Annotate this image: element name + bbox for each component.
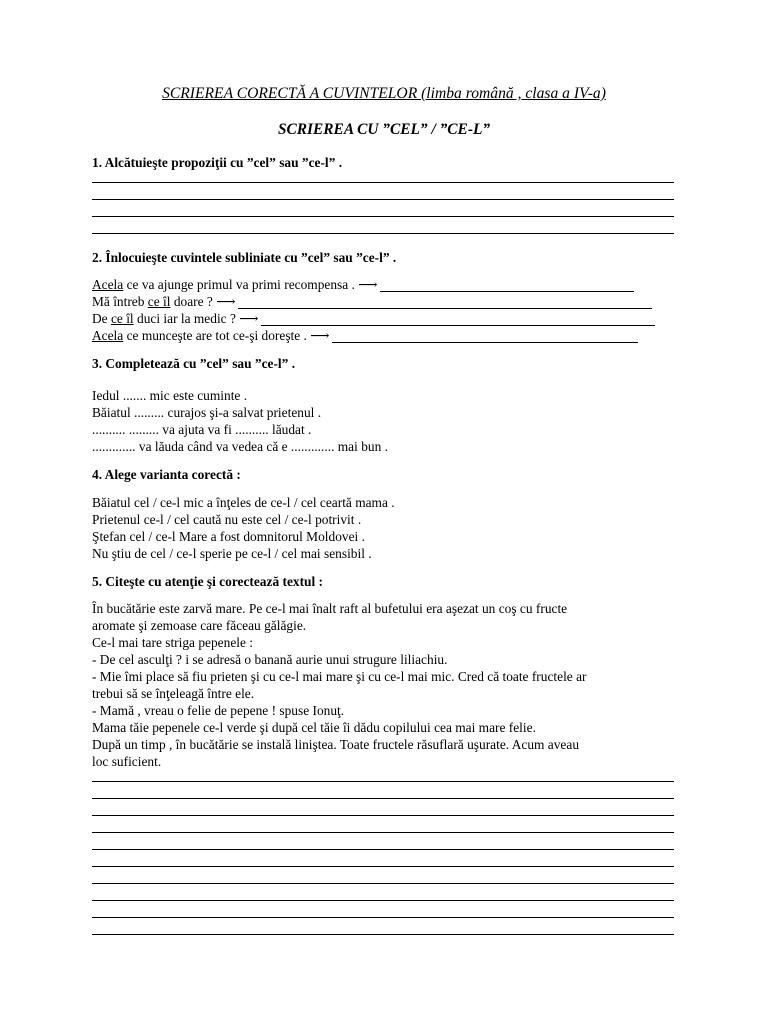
exercise-5-text-line: aromate şi zemoase care făceau gălăgie. xyxy=(92,618,307,633)
answer-line[interactable] xyxy=(92,917,674,918)
underlined-word: Acela xyxy=(92,277,124,292)
underlined-word: ce îl xyxy=(110,311,134,326)
sentence-text: ce va ajunge primul va primi recompensa . ⟶ xyxy=(123,277,378,292)
answer-line[interactable] xyxy=(92,832,674,833)
answer-blank[interactable] xyxy=(380,291,634,292)
exercise-3-sentence: .......... ......... va ajuta va fi .......... lăudat . xyxy=(92,422,312,437)
answer-line[interactable] xyxy=(92,199,674,200)
exercise-5-text-line: Ce-l mai tare striga pepenele : xyxy=(92,635,253,650)
exercise-4-heading: 4. Alege varianta corectă : xyxy=(92,467,241,482)
sentence-text: doare ? ⟶ xyxy=(170,294,236,309)
document-title: SCRIEREA CORECTĂ A CUVINTELOR (limba română , clasa a IV-a) xyxy=(162,85,606,102)
exercise-5-text-line: După un timp , în bucătărie se instală liniştea. Toate fructele răsuflară uşurate. Acum aveau xyxy=(92,737,580,752)
exercise-2-sentence xyxy=(92,276,634,293)
exercise-5-text-line: trebui să se înţeleagă între ele. xyxy=(92,686,255,701)
underlined-word: Acela xyxy=(92,328,124,343)
exercise-3-heading: 3. Completează cu ”cel” sau ”ce-l” . xyxy=(92,356,296,371)
answer-blank[interactable] xyxy=(332,342,638,343)
answer-line[interactable] xyxy=(92,866,674,867)
exercise-2-sentence xyxy=(92,327,638,344)
exercise-5-heading: 5. Citeşte cu atenţie şi corectează textul : xyxy=(92,574,324,589)
answer-blank[interactable] xyxy=(238,308,652,309)
answer-line[interactable] xyxy=(92,233,674,234)
exercise-5-text-line: Mama tăie pepenele ce-l verde şi după cel tăie îi dădu copilului cea mai mare felie. xyxy=(92,720,536,735)
exercise-5-text-line: - De cel asculţi ? i se adresă o banană aurie unui strugure liliachiu. xyxy=(92,652,448,667)
sentence-text: De xyxy=(92,311,111,326)
answer-line[interactable] xyxy=(92,216,674,217)
exercise-4-sentence: Băiatul cel / ce-l mic a înţeles de ce-l / cel ceartă mama . xyxy=(92,495,395,510)
sentence-text: duci iar la medic ? ⟶ xyxy=(133,311,259,326)
exercise-5-text-line: - Mamă , vreau o felie de pepene ! spuse Ionuţ. xyxy=(92,703,345,718)
sentence-text: ce munceşte are tot ce-şi doreşte . ⟶ xyxy=(123,328,330,343)
answer-line[interactable] xyxy=(92,934,674,935)
exercise-4-sentence: Ştefan cel / ce-l Mare a fost domnitorul Moldovei . xyxy=(92,529,365,544)
answer-line[interactable] xyxy=(92,182,674,183)
exercise-3-sentence: ............. va lăuda când va vedea că e ............. mai bun . xyxy=(92,439,388,454)
exercise-4-sentence: Nu ştiu de cel / ce-l sperie pe ce-l / cel mai sensibil . xyxy=(92,546,372,561)
exercise-5-text-line: loc suficient. xyxy=(92,754,162,769)
answer-line[interactable] xyxy=(92,849,674,850)
exercise-2-heading: 2. Înlocuieşte cuvintele subliniate cu ”cel” sau ”ce-l” . xyxy=(92,250,397,265)
sentence-text: Mă întreb xyxy=(92,294,148,309)
answer-line[interactable] xyxy=(92,815,674,816)
exercise-2-sentence xyxy=(92,310,655,327)
exercise-5-text-line: În bucătărie este zarvă mare. Pe ce-l mai înalt raft al bufetului era aşezat un coş cu fructe xyxy=(92,601,568,616)
exercise-3-sentence: Băiatul ......... curajos şi-a salvat prietenul . xyxy=(92,405,322,420)
exercise-1-heading: 1. Alcătuieşte propoziţii cu ”cel” sau ”ce-l” . xyxy=(92,155,343,170)
exercise-2-sentence xyxy=(92,293,652,310)
answer-line[interactable] xyxy=(92,883,674,884)
exercise-3-sentence: Iedul ....... mic este cuminte . xyxy=(92,388,248,403)
answer-line[interactable] xyxy=(92,798,674,799)
underlined-word: ce îl xyxy=(147,294,171,309)
answer-blank[interactable] xyxy=(261,325,655,326)
answer-line[interactable] xyxy=(92,900,674,901)
exercise-5-text-line: - Mie îmi place să fiu prieten şi cu ce-l mai mare şi cu ce-l mai mic. Cred că toate fructele ar xyxy=(92,669,587,684)
document-subtitle: SCRIEREA CU ”CEL” / ”CE-L” xyxy=(277,121,491,138)
answer-line[interactable] xyxy=(92,781,674,782)
exercise-4-sentence: Prietenul ce-l / cel caută nu este cel / ce-l potrivit . xyxy=(92,512,362,527)
